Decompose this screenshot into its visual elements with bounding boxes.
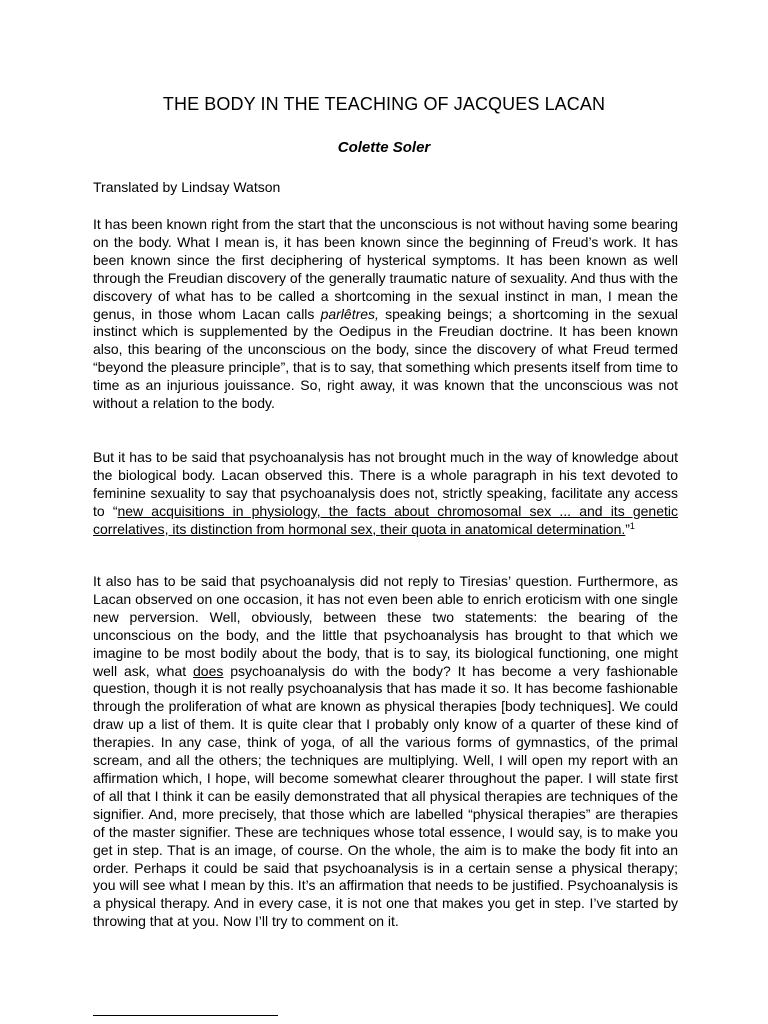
- paragraph-3-text-a: It also has to be said that psychoanalysis did not reply to Tiresias’ question. Furthermore, as Lacan observed on one occasion, it has not even been able to enrich eroticism with one single new perversion. Well, obviously, between these two statements: the bearing of the unconscious on the body, and the little that psychoanalysis has brought to that which we imagine to be most bodily about the body, that is to say, its biological functioning, one might well ask, what: [93, 573, 678, 679]
- paragraph-2-text-a: But it has to be said that psychoanalysis has not brought much in the way of knowledge about the biological body. Lacan observed this. There is a whole paragraph in his text devoted to feminine sexuality to say that psychoanalysis does not, strictly speaking, facilitate any access to “: [93, 449, 678, 519]
- paragraph-2-underlined-quote: new acquisitions in physiology, the facts about chromosomal sex ... and its genetic correlatives, its distinction from hormonal sex, their quota in anatomical determination.: [93, 502, 678, 537]
- footnote-marker[interactable]: 1: [629, 520, 635, 531]
- footnote-separator: [93, 1015, 278, 1016]
- paragraph-3: [93, 573, 678, 931]
- paragraph-2-text-b: ”: [625, 520, 630, 537]
- paragraph-3-underlined-word: does: [193, 662, 224, 679]
- translator-credit: Translated by Lindsay Watson: [93, 179, 281, 195]
- document-title: THE BODY IN THE TEACHING OF JACQUES LACAN: [162, 94, 606, 114]
- paragraph-1: [93, 216, 678, 413]
- paragraph-2: [93, 449, 678, 539]
- paragraph-1-text-b: speaking beings; a shortcoming in the sexual instinct which is supplemented by the Oedipus in the Freudian doctrine. It has been known also, this bearing of the unconscious on the body, since the discovery of what Freud termed “beyond the pleasure principle”, that is to say, that something which presents itself from time to time as an injurious jouissance. So, right away, it was known that the unconscious was not without a relation to the body.: [93, 305, 679, 412]
- paragraph-1-text-a: It has been known right from the start that the unconscious is not without having some bearing on the body. What I mean is, it has been known since the beginning of Freud’s work. It has been known since the first deciphering of hysterical symptoms. It has been known as well through the Freudian discovery of the generally traumatic nature of sexuality. And thus with the discovery of what has to be called a shortcoming in the sexual instinct in man, I mean the genus, in those whom Lacan calls: [93, 216, 678, 322]
- paragraph-1-italic-term: parlêtres,: [320, 305, 379, 322]
- author-name: Colette Soler: [337, 139, 431, 156]
- paragraph-3-text-b: psychoanalysis do with the body? It has become a very fashionable question, though it is not really psychoanalysis that has made it so. It has become fashionable through the proliferation of what are known as physical therapies [body techniques]. We could draw up a list of them. It is quite clear that I probably only know of a quarter of these kind of therapies. In any case, think of yoga, of all the various forms of gymnastics, of the primal scream, and all the others; the techniques are multiplying. Well, I will open my report with an affirmation which, I hope, will become somewhat clearer throughout the paper. I will state first of all that I think it can be easily demonstrated that all physical therapies are techniques of the signifier. And, more precisely, that those which are labelled “physical therapies” are therapies of the master signifier. These are techniques whose total essence, I would say, is to make you get in step. That is an image, of course. On the whole, the aim is to make the body fit into an order. Perhaps it could be said that psychoanalysis is in a certain sense a physical therapy; you will see what I mean by this. It’s an affirmation that needs to be justified. Psychoanalysis is a physical therapy. And in every case, it is not one that makes you get in step. I’ve started by throwing that at you. Now I’ll try to comment on it.: [93, 662, 678, 930]
